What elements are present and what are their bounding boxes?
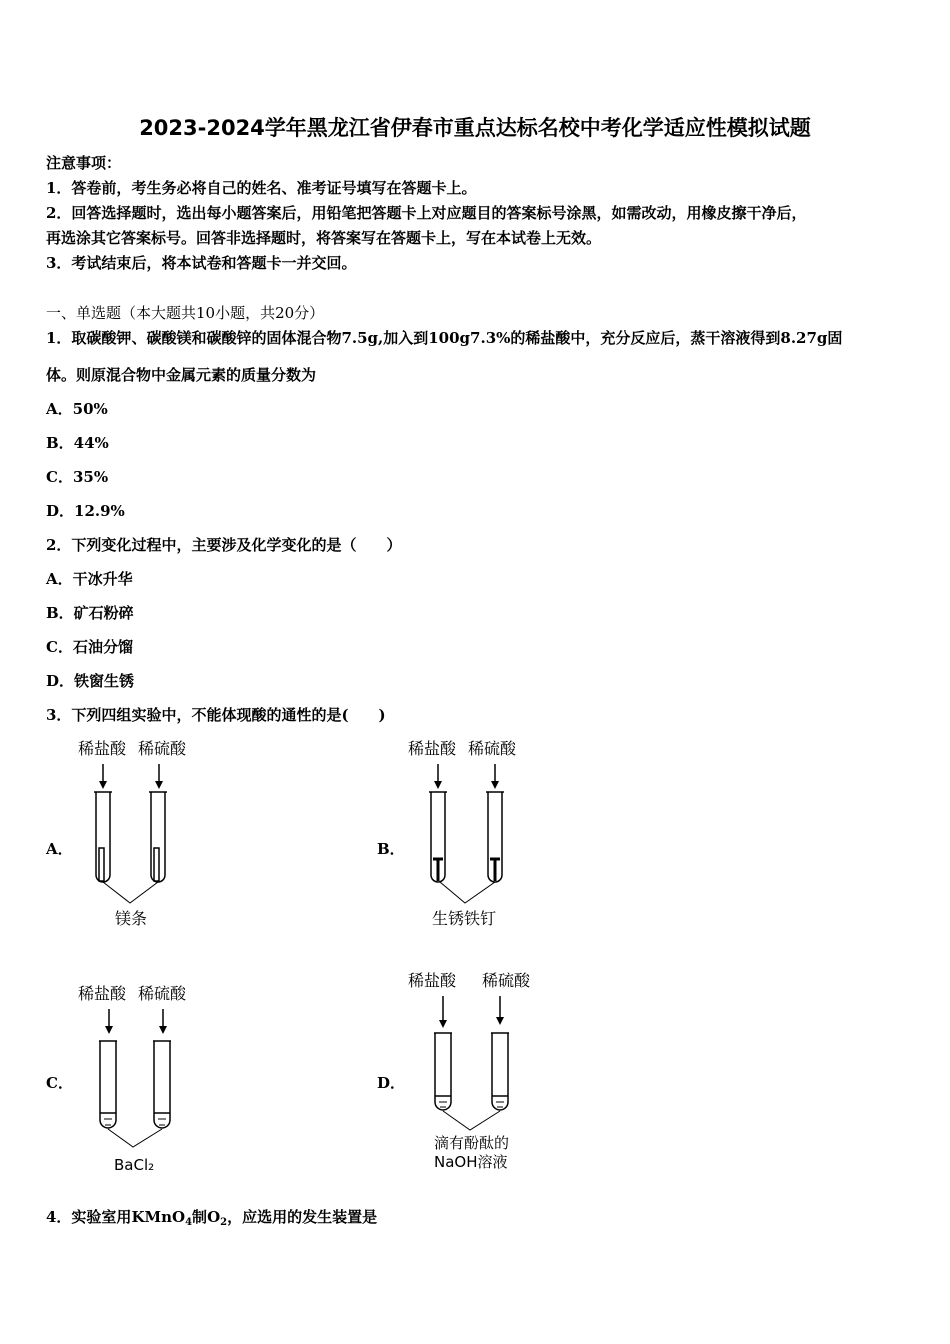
figure-a-acid1-label: 稀盐酸 [78,739,127,758]
q3-option-d-label: D． [377,1074,406,1092]
figure-d-reagent-line2: NaOH溶液 [434,1153,508,1171]
notice-item-3: 3．考试结束后，将本试卷和答题卡一并交回。 [46,254,357,272]
q2-option-b: B．矿石粉碎 [46,604,134,622]
q3-figure-b [400,735,560,935]
q3-figure-d [400,965,560,1180]
q3-figure-a [70,735,210,935]
magnesium-strip-right [154,848,159,881]
rusty-nail-left [433,859,443,881]
q2-option-a: A．干冰升华 [46,570,133,588]
q3-option-a-label: A． [46,840,73,858]
figure-d-acid1-label: 稀盐酸 [408,971,457,990]
q1-option-b: B．44% [46,434,109,452]
figure-c-acid2-label: 稀硫酸 [138,984,187,1003]
rusty-nail-right [490,859,500,881]
q3-figure-c [70,980,210,1180]
q1-stem-line2: 体。则原混合物中金属元素的质量分数为 [46,366,317,384]
section-heading: 一、单选题（本大题共10小题，共20分） [46,304,325,322]
q3-option-c-label: C． [46,1074,73,1092]
q2-option-d: D．铁窗生锈 [46,672,135,690]
figure-d-acid2-label: 稀硫酸 [482,971,531,990]
notice-item-2a: 2．回答选择题时，选出每小题答案后，用铅笔把答题卡上对应题目的答案标号涂黑，如需改动，用橡皮擦干净后， [46,204,807,222]
notice-item-2b: 再选涂其它答案标号。回答非选择题时，将答案写在答题卡上，写在本试卷上无效。 [46,229,602,247]
notice-item-1: 1．答卷前，考生务必将自己的姓名、准考证号填写在答题卡上。 [46,179,477,197]
q1-option-c: C．35% [46,468,109,486]
test-tube-right [492,1033,508,1110]
figure-c-acid1-label: 稀盐酸 [78,984,127,1003]
q1-stem-line1: 1．取碳酸钾、碳酸镁和碳酸锌的固体混合物7.5g,加入到100g7.3%的稀盐酸中，充分反应后，蒸干溶液得到8.27g固 [46,329,843,347]
notice-heading: 注意事项： [46,154,122,172]
magnesium-strip-left [99,848,104,881]
q2-stem: 2．下列变化过程中，主要涉及化学变化的是（ ） [46,536,402,554]
q3-option-b-label: B． [377,840,405,858]
figure-d-reagent-line1: 滴有酚酞的 [434,1134,510,1152]
test-tube-left [100,1041,116,1128]
figure-b-acid2-label: 稀硫酸 [468,739,517,758]
q4-stem: 4．实验室用KMnO$_4$制$O_2$，应选用的发生装置是 [46,1208,378,1228]
q1-option-a: A．50% [46,400,108,418]
figure-b-reagent-label: 生锈铁钉 [432,909,497,928]
figure-b-acid1-label: 稀盐酸 [408,739,457,758]
test-tube-left [435,1033,451,1110]
test-tube-right [151,792,165,882]
q2-option-c: C．石油分馏 [46,638,133,656]
figure-a-acid2-label: 稀硫酸 [138,739,187,758]
test-tube-left [96,792,110,882]
figure-a-reagent-label: 镁条 [115,909,148,928]
q3-stem: 3．下列四组实验中，不能体现酸的通性的是( ) [46,706,386,724]
q1-option-d: D．12.9% [46,502,125,520]
page-title: 2023-2024学年黑龙江省伊春市重点达标名校中考化学适应性模拟试题 [139,116,811,140]
test-tube-right [154,1041,170,1128]
figure-c-reagent-label: BaCl₂ [114,1156,155,1174]
